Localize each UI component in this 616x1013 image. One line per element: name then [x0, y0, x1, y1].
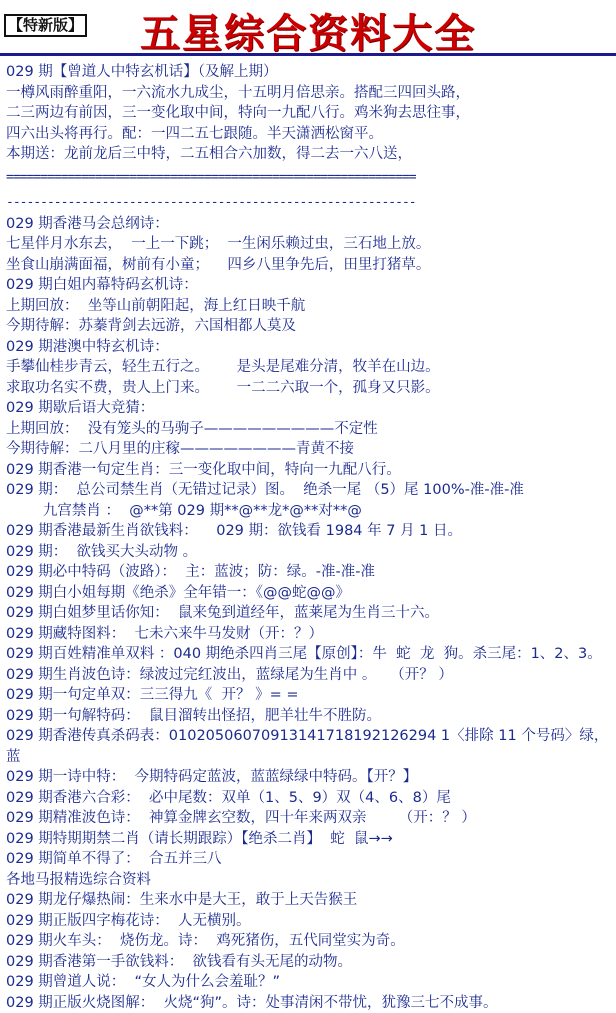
text-line: 029 期歇后语大竞猜：: [6, 398, 610, 419]
text-line: 029 期简单不得了： 合五并三八: [6, 849, 610, 870]
text-line: 029 期必中特码（波路）： 主：蓝波；防：绿。-准-准-准: [6, 562, 610, 583]
text-line: 029 期正版四字梅花诗： 人无横别。: [6, 911, 610, 932]
text-line: 029 期特期期禁二肖（请长期跟踪）【绝杀二肖】 蛇 鼠→→: [6, 829, 610, 850]
text-line: 手攀仙桂步青云，轻生五行之。 是头是尾难分清，牧羊在山边。: [6, 357, 610, 378]
text-line: 二三两边有前因，三一变化取中间，特向一九配八行。鸡米狗去思往事，: [6, 103, 610, 124]
document-body: [0, 56, 616, 1013]
text-line: 求取功名实不费，贵人上门来。 一二二六取一个，孤身又只影。: [6, 378, 610, 399]
text-line: 029 期白姐梦里话你知： 鼠来兔到道经年，蓝莱尾为生肖三十六。: [6, 603, 610, 624]
text-line: 九宫禁肖 ： @**第 029 期**@**龙*@**对**@: [6, 501, 610, 522]
divider-block: [6, 170, 610, 210]
qian-block: [6, 521, 610, 583]
divider-dashes: ------------------------------------------------------------: [6, 195, 610, 210]
text-line: 029 期白姐内幕特码玄机诗：: [6, 275, 610, 296]
bai-xiaojie-block: [6, 583, 610, 645]
text-line: 029 期一句定单双：三三得九《 开？ 》= =: [6, 685, 610, 706]
song-after-block: [6, 398, 610, 460]
bai-jie-block: [6, 275, 610, 337]
hk-macau-block: [6, 337, 610, 399]
text-line: 029 期： 总公司禁生肖（无错过记录）图。 绝杀一尾 （5）尾 100%-准-准-准: [6, 480, 610, 501]
text-line: 一樽风雨醉重阳，一六流水九成尘，十五明月倍思亲。搭配三四回头路，: [6, 83, 610, 104]
text-line: 029 期香港最新生肖欲钱料： 029 期：欲钱看 1984 年 7 月 1 日。: [6, 521, 610, 542]
text-line: 各地马报精选综合资料: [6, 870, 610, 891]
text-line: 029 期香港第一手欲钱料： 欲钱看有头无尾的动物。: [6, 952, 610, 973]
text-line: 今期待解：苏蓁背剑去远游，六国相都人莫及: [6, 316, 610, 337]
text-line: 029 期藏特图料： 七未六来牛马发财（开：？）: [6, 624, 610, 645]
text-line: 上期回放： 坐等山前朝阳起，海上红日映千航: [6, 296, 610, 317]
text-line: 029 期正版火烧图解： 火烧“狗”。诗：处事清闲不带忧，犹豫三七不成事。: [6, 993, 610, 1013]
text-line: 坐食山崩满面福，树前有小童； 四乡八里争先后，田里打猪草。: [6, 255, 610, 276]
intro-block: [6, 62, 610, 165]
page-title: 五星综合资料大全: [0, 2, 616, 59]
fixed-zodiac-block: [6, 460, 610, 522]
text-line: 029 期生肖波色诗：绿波过完红波出，蓝绿尾为生肖中 。 （开？ ）: [6, 665, 610, 686]
text-line: 029 期香港六合彩： 必中尾数：双单（1、5、9）双（4、6、8）尾: [6, 788, 610, 809]
text-line: 七星伴月水东去， 一上一下跳； 一生闲乐赖过虫，三石地上放。: [6, 234, 610, 255]
text-line: 029 期曾道人说： “女人为什么会羞耻？”: [6, 972, 610, 993]
text-line: 四六出头将再行。配：一四二五七跟随。半天潇洒松窗平。: [6, 124, 610, 145]
text-line: 上期回放： 没有笼头的马驹子—————————不定性: [6, 419, 610, 440]
text-line: 029 期香港传真杀码表：01020506070913141718192126294 1〈排除 11 个号码〉绿，蓝: [6, 726, 610, 767]
hk-horse-summary: [6, 214, 610, 276]
text-line: 029 期一句解特码： 鼠目溜转出怪招，肥羊壮牛不胜防。: [6, 706, 610, 727]
text-line: 029 期港澳中特玄机诗：: [6, 337, 610, 358]
text-line: 029 期火车头： 烧伤龙。诗： 鸡死猪伤，五代同堂实为奇。: [6, 931, 610, 952]
text-line: 029 期香港马会总纲诗：: [6, 214, 610, 235]
text-line: 029 期【曾道人中特玄机话】（及解上期）: [6, 62, 610, 83]
divider-equals: ============================================================: [6, 170, 610, 185]
text-line: 029 期精准波色诗： 神算金牌玄空数，四十年来两双亲 （开：？ ）: [6, 808, 610, 829]
text-line: 今期待解：二八月里的庄稼————————青黄不接: [6, 439, 610, 460]
edition-badge: 【特新版】: [4, 14, 87, 37]
text-line: 029 期百姓精准单双料 ：040 期绝杀四肖三尾【原创】：牛 蛇 龙 狗。杀三尾：1、2、3。: [6, 644, 610, 665]
text-line: 029 期白小姐每期《绝杀》全年错一：《@@蛇@@》: [6, 583, 610, 604]
text-line: 029 期： 欲钱买大头动物 。: [6, 542, 610, 563]
page-header: [0, 0, 616, 56]
text-line: 029 期香港一句定生肖：三一变化取中间，特向一九配八行。: [6, 460, 610, 481]
text-line: 029 期龙仔爆热闹：生来水中是大王，敢于上天告猴王: [6, 890, 610, 911]
lottery-detail-block: [6, 644, 610, 870]
text-line: 本期送：龙前龙后三中特，二五相合六加数，得二去一六八送，: [6, 144, 610, 165]
tail-block: [6, 870, 610, 1013]
text-line: 029 期一诗中特： 今期特码定蓝波，蓝蓝绿绿中特码。【开？】: [6, 767, 610, 788]
